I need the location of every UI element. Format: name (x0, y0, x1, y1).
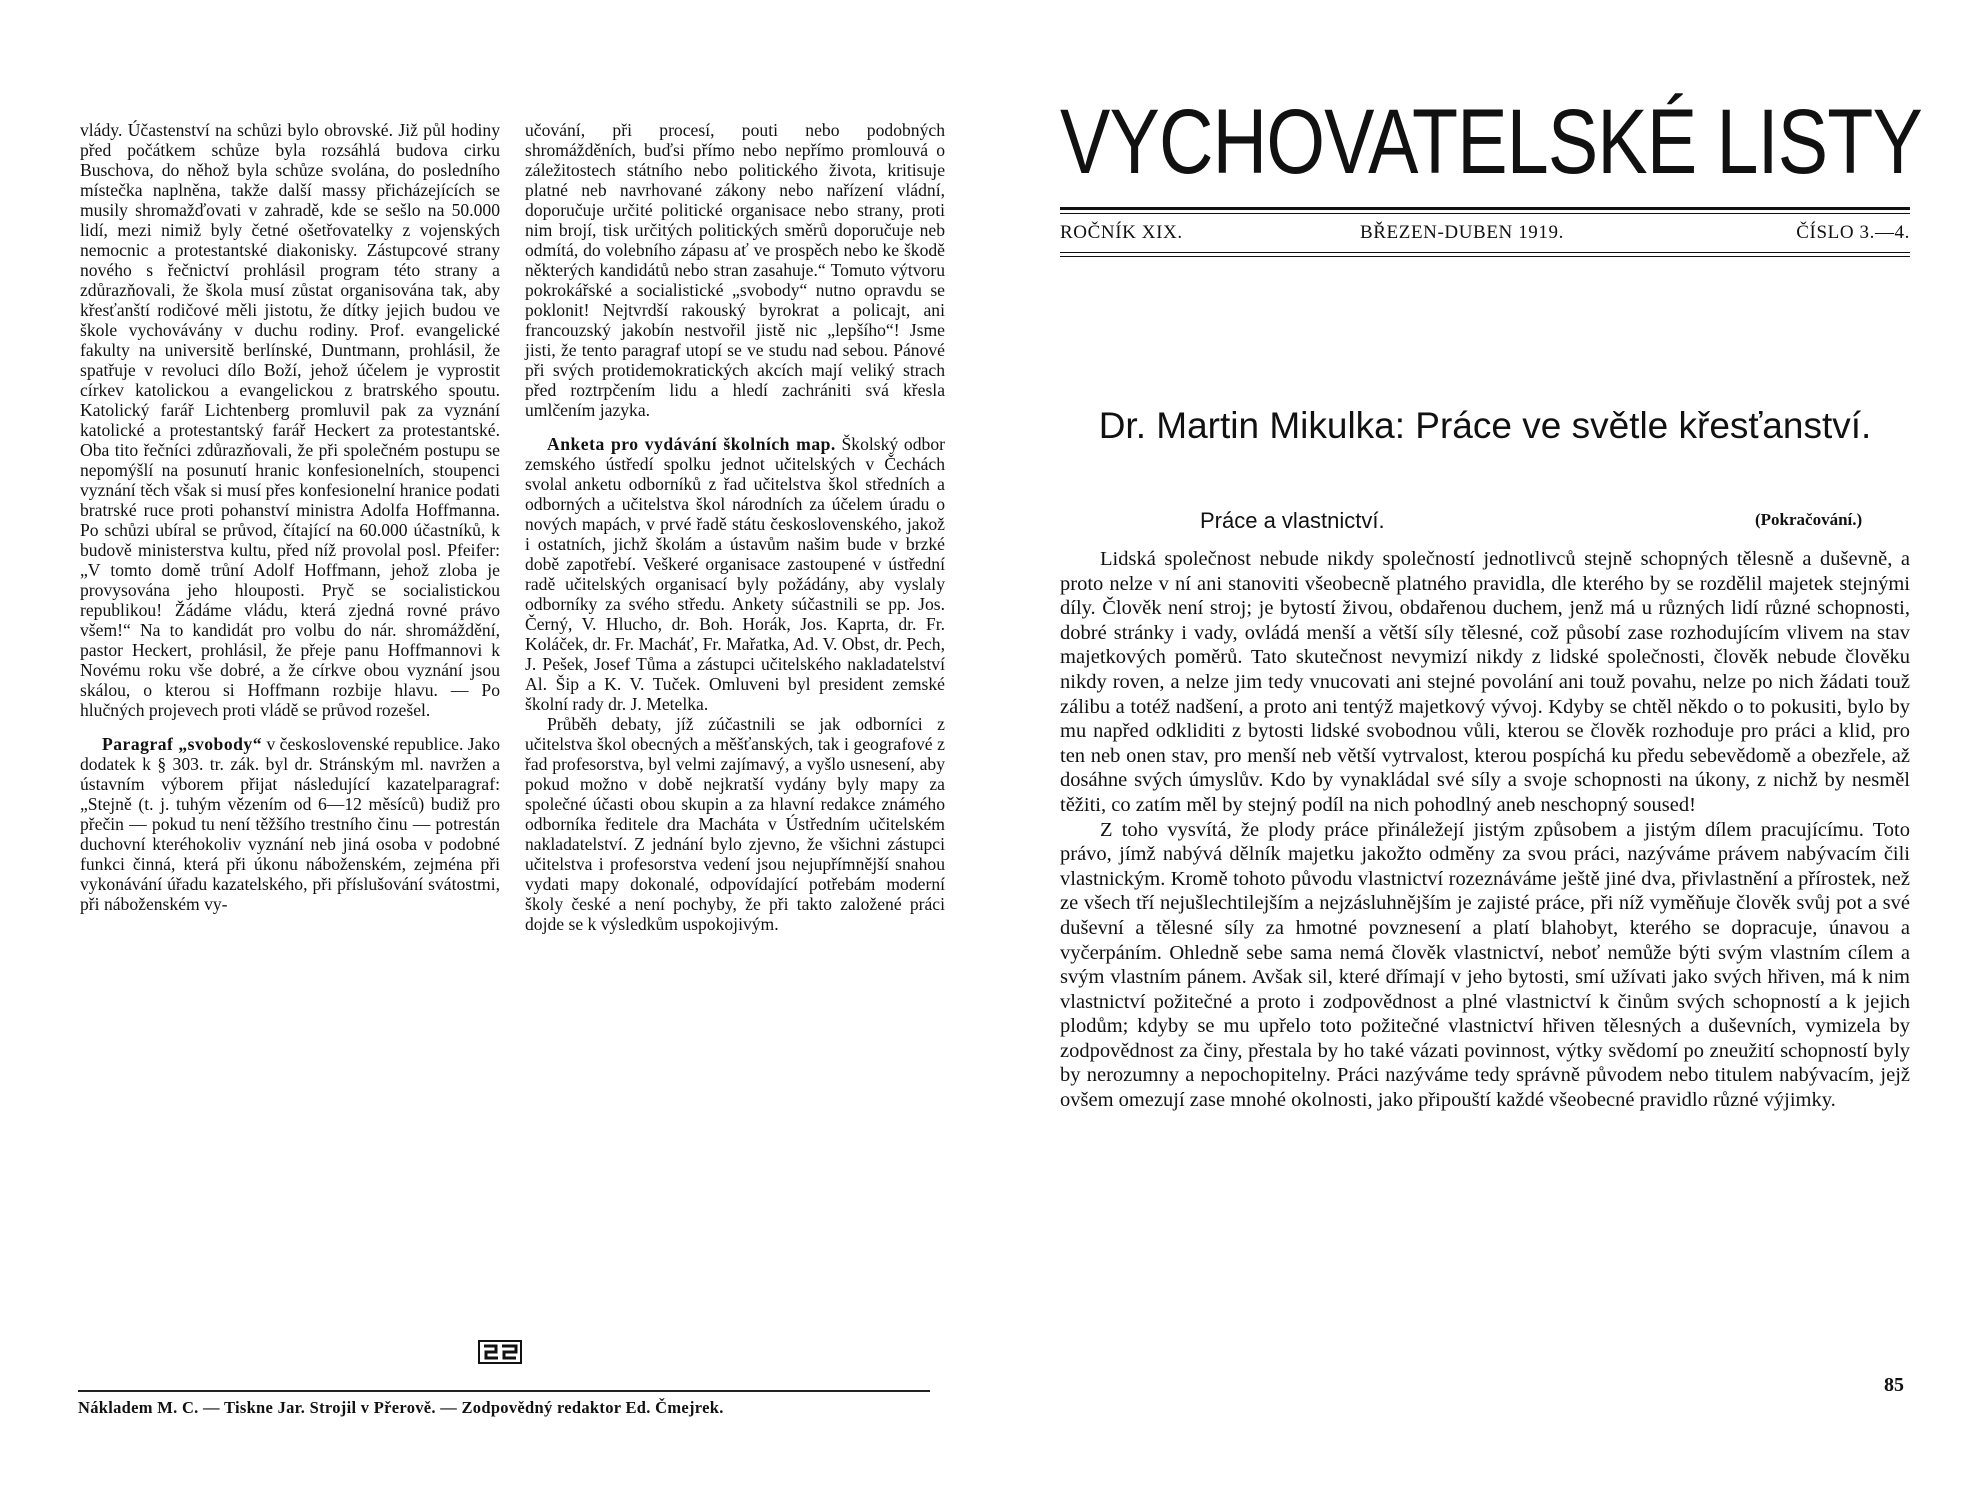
masthead-rule-bottom (1060, 252, 1910, 253)
paragraph-rally-report: vlády. Účastenství na schůzi bylo obrovské. Již půl hodiny před počátkem schůze byla rozsáhlá budova cirku Buschova, do něhož byla schůze svolána, do posledního místečka naplněna, takže další massy přicházejících se musily shromažďovati v zahradě, kde se sešlo na 50.000 lidí, mezi nimiž byly četné ošetřovatelky z vojenských nemocnic a protestantské diakonisky. Zástupcové strany nového s řečnictví prohlásil program této strany a zdůrazňovali, že škola musí zůstat organisována tak, aby křesťanští rodičové měli jistotu, že dítky jejich budou ve škole vychovávány v duchu rodiny. Prof. evangelické fakulty na universitě berlínské, Duntmann, prohlásil, že spatřuje v revoluci dílo Boží, jehož účelem je vyprostit církev katolickou a evangelickou z bratrského spoutu. Katolický farář Lichtenberg promluvil pak za vyznání katolické a protestantský farář Heckert za protestantské. Oba tito řečníci zdůrazňovali, že při společném postupu se nepomýšlí na posunutí hranic konfesionelních, stoupenci vyznání těch však si musí přes konfesionelní hranice podati bratrské ruce proti pohanství ministra Adolfa Hoffmanna. Po schůzi ubíral se průvod, čítající na 60.000 účastníků, k budově ministerstva kultu, před níž provolal posl. Pfeifer: „V tomto domě trůní Adolf Hoffmann, jehož zloba je provysována jeho hlouposti. Pryč se socialistickou republikou! Žádáme vládu, která zjedná rovné právo všem!“ Na to kandidát pro volbu do nár. shromáždění, pastor Heckert, prohlásil, že přeje panu Hoffmannovi k Novému roku vše dobré, a že církve obou vyznání jsou skálou, o kterou si Hoffmann rozbije hlavu. — Po hlučných projevech proti vládě se průvod rozešel. (80, 120, 500, 720)
masthead-rule-bottom-2 (1060, 256, 1910, 257)
heading-anketa: Anketa pro vydávání školních map. (547, 434, 836, 454)
issue-date: BŘEZEN-DUBEN 1919. (1360, 222, 1564, 243)
volume: ROČNÍK XIX. (1060, 222, 1183, 243)
article-title: Dr. Martin Mikulka: Práce ve světle křesťanství. (1098, 405, 1872, 446)
issue-number: ČÍSLO 3.—4. (1796, 222, 1910, 243)
imprint: Nákladem M. C. — Tiskne Jar. Strojil v Přerově. — Zodpovědný redaktor Ed. Čmejrek. (78, 1398, 724, 1417)
paragraph-svobody: Paragraf „svobody“ v československé republice. Jako dodatek k § 303. tr. zák. byl dr. Stránským ml. navržen a ústavním výborem přijat následující kazatelparagraf: „Stejně (t. j. tuhým vězením od 6—12 měsíců) budiž pro přečin — pokud tu není těžšího trestního činu — potrestán duchovní kteréhokoliv vyznání neb jiná osoba v podobné funkci činná, která při úkonu náboženském, zejména při vykonávání úřadu kazatelského, při příslušování svátostmi, při náboženském vy- (80, 734, 501, 914)
paragraph-anketa: Anketa pro vydávání školních map. Školský odbor zemského ústředí spolku jednot učitelských v Čechách svolal anketu odborníků z řad učitelstva škol středních a odborných a učitelstva škol národních za účelem úradu o nových mapách, v prvé řadě státu československého, jakož i ostatních, jichž školám a ústavům našim bude v brzké době zapotřebí. Veškeré organisace zastoupené v ústřední radě učitelských organisací byly požádány, aby vyslaly odborníky za svého středu. Ankety súčastnili se pp. Jos. Černý, V. Hlucho, dr. Boh. Horák, Jos. Kaprta, dr. Fr. Koláček, dr. Fr. Macháť, Fr. Mařatka, Ad. V. Obst, dr. Pech, J. Pešek, Josef Tůma a zástupci učitelského nakladatelství Al. Šip a K. V. Tuček. Omluveni byl president zemské školní rady dr. J. Metelka. (525, 434, 945, 714)
masthead-rule-top (1060, 207, 1910, 210)
masthead-rule-top-thin (1060, 213, 1910, 214)
left-column-1 (80, 120, 500, 914)
paragraph-debata: Průběh debaty, jíž zúčastnili se jak odborníci z učitelstva škol obecných a měšťanských, tak i geografové z řad profesorstva, byl velmi zajímavý, a vyšlo usnesení, aby pokud možno v době nejkratší vydány byly mapy za společné účasti obou skupin a za hlavní redakce známého odborníka ředitele dra Macháta v Ústředním učitelském nakladatelství. Z jednání bylo zjevno, že všichni zástupci učitelstva i profesorstva vedení jsou nejupřímnější snahou vydati mapy dokonalé, odpovídající potřebám moderní školy české a není pochyby, že při takto založené práci dojde se k výsledkům uspokojivým. (525, 714, 945, 934)
heading-paragraf-svobody: Paragraf „svobody“ (102, 734, 263, 754)
continued-note: (Pokračování.) (1755, 510, 1863, 529)
ornament-icon (478, 1340, 522, 1364)
masthead: VYCHOVATELSKÉ LISTY (1060, 91, 1923, 193)
article-paragraph: Z toho vysvítá, že plody práce přináležejí jistým způsobem a jistým dílem pracujícímu. Toto právo, jímž nabývá dělník majetku jakožto odměny za svou práci, nazýváme právem nabývacím čili vlastnickým. Kromě tohoto původu vlastnictví rozeznáváme ještě jiné dva, přivlastnění a přírostek, než ze všech tří nejušlechtilejším a nejzásluhnějším je zajisté práce, při níž vyměňuje člověk svůj pot a své duševní a tělesné síly za hmotné povznesení a platí blahobyt, kterého se dopracuje, únavou a vyčerpáním. Ohledně sebe sama nemá člověk vlastnictví, neboť nemůže býti svým vlastním cílem a svým vlastním pánem. Avšak sil, které dřímají v jeho bytosti, smí užívati jako svých hřiven, má k nim vlastnictví požitečné a proto i zodpovědnost a plné vlastnictví k činům svých schopností a k jejich plodům; kdyby se mu upřelo toto požitečné vlastnictví hřiven tělesných a duševních, vymizela by zodpovědnost za činy, přestala by ho také vázati povinnost, výtky svědomí po zneužití schopností byly by nerozumny a nepochopitelny. Práci nazýváme tedy správně původem nebo titulem nabývacím, jejž ovšem omezují zase mnohé okolnosti, jako připouští každé všeobecné pravidlo různé výjimky. (1060, 818, 1910, 1112)
footer-rule (78, 1390, 930, 1392)
page-number: 85 (1884, 1374, 1904, 1396)
left-column-2 (525, 120, 945, 934)
article-body (1060, 547, 1910, 1113)
section-title: Práce a vlastnictví. (1200, 508, 1385, 533)
paragraph-svobody-continued: učování, při procesí, pouti nebo podobných shromážděních, buďsi přímo nebo nepřímo promlouvá o záležitostech státního nebo politického života, kritisuje platné neb navrhované zákony nebo nařízení vládní, doporučuje určité politické organisace nebo strany, proti nim brojí, tisk určitých politických směrů doporučuje neb odmítá, do volebního zápasu ať ve prospěch nebo ke škodě některých kandidátů nebo stran zasahuje.“ Tomuto výtvoru pokrokářské a socialistické „svobody“ nutno opravdu se poklonit! Nejtvrdší rakouský byrokrat a policajt, ani francouzský jakobín nestvořil jistě nic „lepšího“! Jsme jisti, že tento paragraf utopí se ve studu nad sebou. Pánové při svých protidemokratických akcích mají veliký strach před roztrpčením lidu a hledí zachrániti svá křesla umlčením jazyka. (525, 120, 945, 420)
article-paragraph: Lidská společnost nebude nikdy společností jednotlivců stejně schopných tělesně a duševně, a proto nelze v ní ani stanoviti všeobecně platného pravidla, dle kterého by se rozdělil majetek stejnými díly. Člověk není stroj; je bytostí živou, obdařenou duchem, jenž má u různých lidí různé schopnosti, dobré stránky i vady, ovládá menší a větší síly tělesné, což působí zase rozhodujícím vlivem na stav majetkových poměrů. Tato skutečnost nevymizí nikdy z lidské společnosti, člověk nebude člověku nikdy roven, a nelze jim tedy vnucovati ani stejné povolání ani touž povahu, nelze po nich žádati touž zálibu a totéž nadšení, a proto ani tentýž majetkový vývoj. Kdyby se chtěl někdo o to pokusiti, bylo by mu napřed odkliditi z bytosti lidské svobodnou vůli, kterou se člověk rozhoduje pro práci a klid, pro ten neb onen stav, pro menší neb větší vytrvalost, kterou pospíchá ku předu sebevědomě a obezřele, až dosáhne svých úmyslův. Kdo by vynakládal své síly a svoje schopnosti na úkony, z nichž by nesměl těžiti, co zatím měl by stejný podíl na nich pohodlný aneb neschopný soused! (1060, 548, 1910, 816)
